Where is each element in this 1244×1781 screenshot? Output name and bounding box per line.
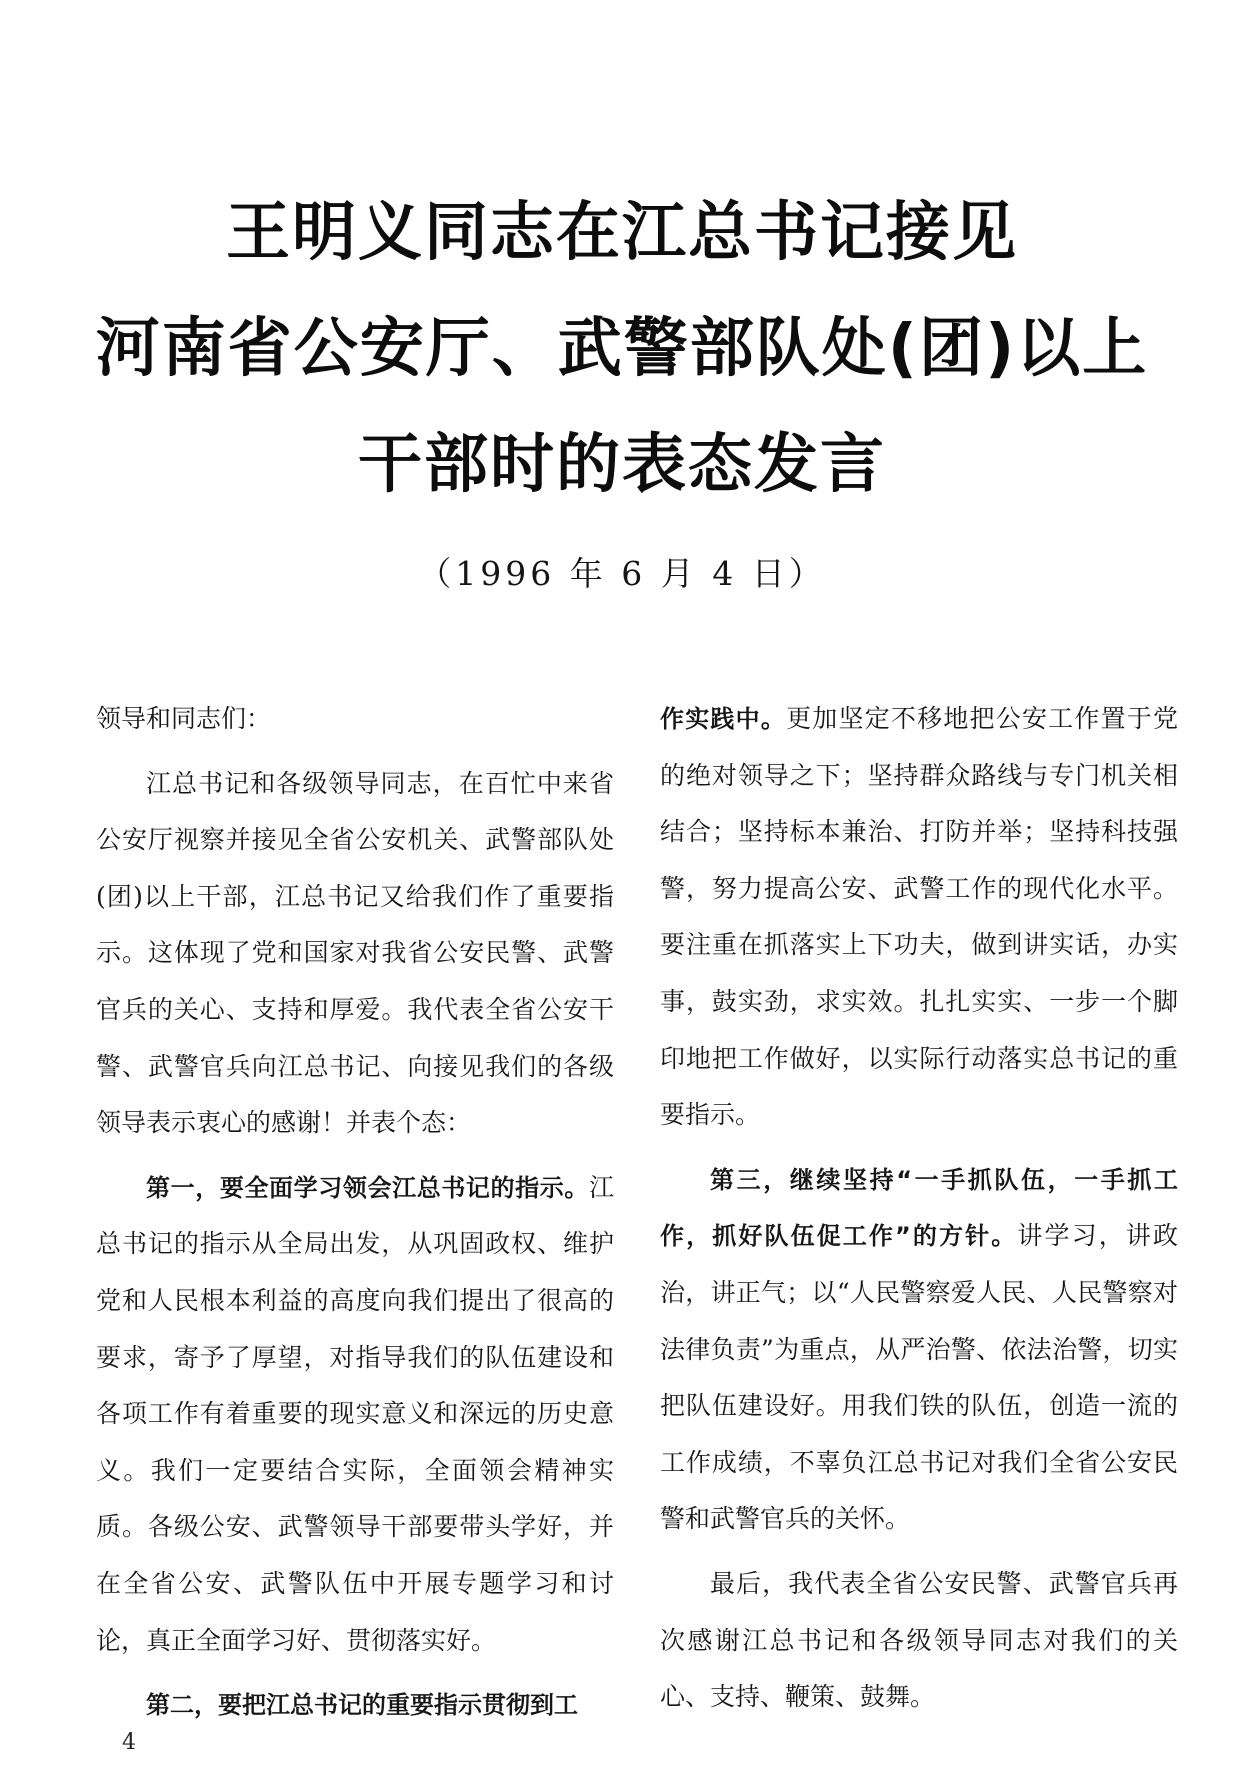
point-two-body: 更加坚定不移地把公安工作置于党的绝对领导之下；坚持群众路线与专门机关相结合；坚持标本兼治、打防并举；坚持科技强警，努力提高公安、武警工作的现代化水平。要注重在抓落实上下功夫，做到讲实话，办实事，鼓实劲，求实效。扎扎实实、一步一个脚印地把工作做好，以实际行动落实总书记的重要指示。 [660,704,1178,1130]
point-two-heading-part1: 第二，要把江总书记的重要指示贯彻到工 [146,1691,578,1720]
point-two-paragraph-continued [660,691,1178,1144]
closing-paragraph: 最后，我代表全省公安民警、武警官兵再次感谢江总书记和各级领导同志对我们的关心、支持、鞭策、鼓舞。 [660,1568,1178,1712]
point-three-heading: 第三，继续坚持“一手抓队伍，一手抓工作，抓好队伍促工作”的方针。 [660,1165,1178,1251]
point-one-paragraph [96,1160,614,1669]
right-column [660,691,1178,1734]
salutation: 领导和同志们： [96,704,272,733]
speech-date: （1996 年 6 月 4 日） [418,554,826,593]
point-one-heading: 第一，要全面学习领会江总书记的指示。 [146,1173,589,1202]
left-column [96,691,614,1742]
point-two-heading-part2: 作实践中。 [660,705,787,733]
point-one-body: 江总书记的指示从全局出发，从巩固政权、维护党和人民根本利益的高度向我们提出了很高的要求，寄予了厚望，对指导我们的队伍建设和各项工作有着重要的现实意义和深远的历史意义。我们一定要结合实际，全面领会精神实质。各级公安、武警领导干部要带头学好，并在全省公安、武警队伍中开展专题学习和讨论，真正全面学习好、贯彻落实好。 [96,1172,614,1655]
point-two-paragraph-start [96,1677,614,1734]
title-line-2: 河南省公安厅、武警部队处(团)以上 [95,312,1149,386]
intro-paragraph: 江总书记和各级领导同志，在百忙中来省公安厅视察并接见全省公安机关、武警部队处(团)以上干部，江总书记又给我们作了重要指示。这体现了党和国家对我省公安民警、武警官兵的关心、支持和厚爱。我代表全省公安干警、武警官兵向江总书记、向接见我们的各级领导表示衷心的感谢！并表个态： [96,768,614,1138]
point-three-paragraph [660,1152,1178,1548]
page-number: 4 [122,1730,136,1755]
point-three-body: 讲学习，讲政治，讲正气；以“人民警察爱人民、人民警察对法律负责”为重点，从严治警、依法治警，切实把队伍建设好。用我们铁的队伍，创造一流的工作成绩，不辜负江总书记对我们全省公安民警和武警官兵的关怀。 [660,1221,1178,1534]
title-line-3: 干部时的表态发言 [358,428,886,502]
title-line-1: 王明义同志在江总书记接见 [226,196,1018,270]
document-title [0,175,1244,523]
